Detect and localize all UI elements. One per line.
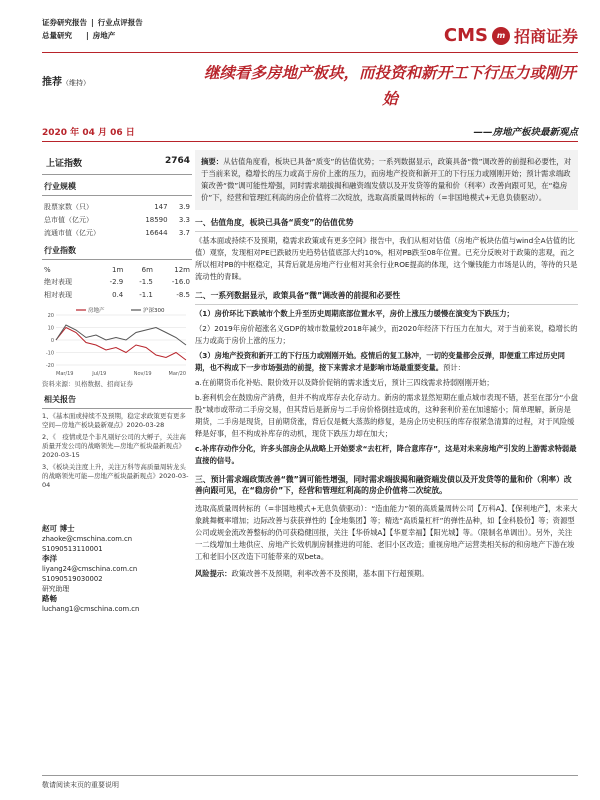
market-index-label: 上证指数 <box>46 159 83 169</box>
table-row <box>42 288 192 301</box>
risk-label: 风险提示： <box>195 569 232 578</box>
section-2-point-3: （3）房地产投资和新开工的下行压力或刚刚开始。疫情后的复工脉冲，一切的变量都会反弹，即便重工库过历史同期，也不构成下一步市场强劲的前提，接下来需求才是影响市场最重要变量。 <box>195 351 565 372</box>
related-report-item[interactable]: 2、《 疫情或是个非凡剔好公司的大孵子，关注高质量开发公司的战略领先—房地产板块最新观点》2020-03-15 <box>42 433 186 459</box>
table-cell: -8.5 <box>176 290 190 299</box>
table-row <box>42 226 192 239</box>
table-row <box>42 275 192 288</box>
section-3-text: 选取高质量周转标的（=非国地模式+无息负债驱动）：“造血能力”领的高质量周转公司【万科A】、【保利地产】，未来大象跳舞概率增加；边际改善与获获弹性的【金地集团】等；精选“高质量杠杆”的弹性品种，如【金科股份】等；资源型公司或规金流改善整标的仍可获稳健回报，关注【华侨城A】【华夏幸福】【阳光城】等。（限制名单调出）。另外，关注一二线增加土地供应、房地产长效机制房制推进的可能、老旧小区改造；重视房地产运营类相关标的和房地产下游在竣工和老旧小区改造下可能带来的双beta。 <box>195 504 578 561</box>
table-cell: 3.7 <box>178 228 190 237</box>
table-cell: 总市值（亿元） <box>44 215 93 224</box>
table-row <box>42 200 192 213</box>
header-sector: 房地产 <box>92 31 116 40</box>
table-cell: 147 <box>154 202 168 211</box>
main-content <box>195 150 578 580</box>
chart-source: 资料来源：贝格数据、招商证券 <box>42 380 133 388</box>
table-cell: 18590 <box>145 215 168 224</box>
x-tick-label: Mar/20 <box>168 371 186 377</box>
analyst-name: 李洋 <box>42 554 57 563</box>
section-2-item-c: c.补库存动作分化，许多头部房企从战略上开始要求“去杠杆，降合意库存”，这是对未来房地产引发的上游需求特弱最直接的信号。 <box>195 444 577 465</box>
table-header: 1m <box>111 265 124 274</box>
analyst-cert: S1090519030002 <box>42 575 103 583</box>
y-tick-label: -10 <box>45 350 54 357</box>
summary-box <box>195 150 578 210</box>
header-research-type: 总量研究 <box>42 31 72 40</box>
x-tick-label: Mar/19 <box>56 371 74 377</box>
report-title: 继续看多房地产板块，而投资和新开工下行压力或刚开始 <box>203 64 576 108</box>
table-header-row <box>42 264 192 275</box>
related-report-item[interactable]: 1、《基本面或持续不及预期，稳定求政策更有更多空间—房地产板块最新观点》2020-03-28 <box>42 412 186 429</box>
table-header: 6m <box>141 265 153 274</box>
section-2-point-2: （2）2019年房价超涨名义GDP的城市数量较2018年减少，而2020年经济下行压力在加大，对于当前来说，稳增长的压力或高于房价上涨的压力； <box>195 324 578 345</box>
table-cell: 相对表现 <box>44 290 72 299</box>
analyst-block <box>42 524 192 614</box>
cms-logo <box>444 24 578 47</box>
risk-warning <box>195 568 578 580</box>
legend-label: 房地产 <box>88 308 105 314</box>
table-cell: -2.9 <box>109 277 124 286</box>
related-report-item[interactable]: 3、《板块关注度上升，关注万科等高质量周转龙头的战略领先可能—房地产板块最新观点》2020-03-04 <box>42 463 189 489</box>
rating-label: 推荐 <box>42 77 62 88</box>
section-3-heading: 三、预计需求端政策改善“微”调可能性增强，同时需求端拔揭和融资端发债以及开发贷等的量和价（利率）改善向跟可见，在“稳房价”下，经营和管理红利高的房企价值将二次绽放。 <box>195 474 578 500</box>
industry-scale-heading: 行业规模 <box>42 181 192 196</box>
risk-text: 政策改善不及预期，利率改善不及预期，基本面下行超预期。 <box>231 569 429 578</box>
page-footer: 敬请阅读末页的重要说明 <box>42 775 578 790</box>
analyst-email[interactable]: luchang1@cmschina.com.cn <box>42 605 140 613</box>
x-tick-label: Nov/19 <box>133 371 152 377</box>
series-line-csi300 <box>56 325 186 345</box>
y-tick-label: -20 <box>45 363 54 369</box>
x-tick-label: Jul/19 <box>92 371 107 377</box>
rating-note: （维持） <box>62 79 90 87</box>
y-tick-label: 10 <box>47 325 54 332</box>
analyst-name: 赵可 博士 <box>42 524 75 533</box>
report-header: 证券研究报告 | 行业点评报告 总量研究 | 房地产 <box>42 18 143 40</box>
rating <box>42 73 90 88</box>
performance-table <box>42 264 192 301</box>
section-2-item-b: b.套利机会在鼓励房产消费，但并不构成库存去化存动力。新房的需求显然短期在重点城市表现不错，甚至在部分“小盘股”城市或带动二手房交易，但其背后是新房与二手房价格倒挂造成的，这种套利价差在加速缩小；简单理解，新房是期货，二手房是现货，目前期货涨，背后仅是概大蒸蒸的修复，是房企历史积压的库存很紧急清算的过程，对于风险缓释是好事，但不构成补库存的动机，现货下跌压力却在加大； <box>195 393 578 438</box>
table-row <box>42 213 192 226</box>
table-header: 12m <box>174 265 190 274</box>
summary-text: 从估值角度看，板块已具备“质变”的估值优势；一系列数据显示，政策具备“微”调改善的前提和必要性，对于当前来说，稳增长的压力或高于房价上涨的压力，而房地产投资和新开工的下行压力或刚刚开始；预计需求端政策改善“微”调可能性增强，同时需求端拔揭和融资端发债以及开发贷等的量和价（利率）改善向跟可见，在“稳房价”下，经营和管理红利高的房企价值将二次绽放，选取高质量周转标的（=非国地模式+无息负债驱动）。 <box>201 157 572 202</box>
title-divider <box>42 141 578 142</box>
market-index-value: 2764 <box>164 156 190 166</box>
industry-scale-table <box>42 200 192 239</box>
section-1-heading: 一、估值角度，板块已具备“质变”的估值优势 <box>195 217 578 232</box>
y-tick-label: 20 <box>47 313 54 319</box>
report-subtitle: ——房地产板块最新观点 <box>473 127 578 138</box>
performance-chart-svg <box>42 305 190 377</box>
related-reports-heading: 相关报告 <box>42 394 192 409</box>
section-1-text: 《基本面或持续不及预期，稳需求政策或有更多空间》报告中，我们从相对估值（房地产板块估值与wind全A估值的比值）观察，发现相对PE已跌破历史趋势估值底部大约10%，相对PB跌至08年位置。已充分反映对于政策的悲观，而之所以相对PB的中枢稳定，其背后就是房地产行业相对其余行业ROE提高的体现，这个赚钱能力市场是认的，等待的只是流动性的青睐。 <box>195 236 578 281</box>
table-cell: 0.4 <box>112 290 124 299</box>
y-tick-label: 0 <box>50 338 54 344</box>
assistant-label: 研究助理 <box>42 585 70 593</box>
analyst-email[interactable]: liyang24@cmschina.com.cn <box>42 565 138 573</box>
section-2-point-1: （1）房价环比下跌城市个数上升至历史周期底部位置水平，房价上涨压力缓慢在演变为下跌压力； <box>195 309 514 318</box>
sidebar <box>42 150 192 614</box>
table-header: % <box>44 265 51 274</box>
table-cell: 流通市值（亿元） <box>44 228 100 237</box>
industry-index-heading: 行业指数 <box>42 245 192 260</box>
table-cell: -1.1 <box>139 290 153 299</box>
header-category: 证券研究报告 <box>42 18 87 27</box>
table-cell: 3.3 <box>178 215 190 224</box>
logo-latin: CMS <box>443 25 488 46</box>
section-2-heading: 二、一系列数据显示，政策具备“微”调改善的前提和必要性 <box>195 290 578 305</box>
header-divider <box>42 52 578 53</box>
logo-chinese: 招商证券 <box>513 27 578 46</box>
table-cell: -16.0 <box>171 277 190 286</box>
table-cell: 股票家数（只） <box>44 202 93 211</box>
table-cell: -1.5 <box>139 277 153 286</box>
header-report-type: 行业点评报告 <box>97 18 143 27</box>
legend-label: 沪深300 <box>143 308 165 314</box>
section-2-item-a: a.在前期货币化补贴、限价效开以及降价促销的需求透支后，预计三四线需求持弱刚刚开始； <box>195 378 494 387</box>
analyst-name: 路畅 <box>42 594 57 603</box>
analyst-email[interactable]: zhaoke@cmschina.com.cn <box>42 535 133 543</box>
table-cell: 绝对表现 <box>44 277 72 286</box>
table-cell: 16644 <box>145 228 168 237</box>
table-cell: 3.9 <box>178 202 190 211</box>
logo-mark-icon: m <box>492 27 510 45</box>
section-2-point-3-tail: 预计： <box>443 363 465 372</box>
performance-chart <box>42 305 190 377</box>
analyst-cert: S1090513110001 <box>42 545 103 553</box>
report-date: 2020 年 04 月 06 日 <box>42 128 135 138</box>
summary-label: 摘要： <box>201 157 224 166</box>
market-index <box>42 150 192 175</box>
